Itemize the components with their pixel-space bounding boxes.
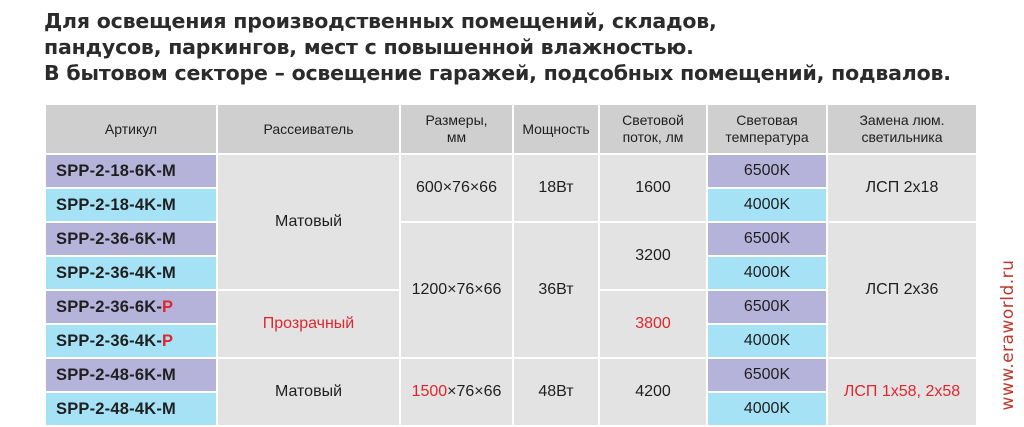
header-power: Мощность bbox=[513, 104, 599, 154]
size-cell: 600×76×66 bbox=[400, 154, 513, 222]
flux-cell: 1600 bbox=[599, 154, 707, 222]
watermark-text: www.eraworld.ru bbox=[998, 259, 1018, 411]
flux-cell: 3800 bbox=[599, 290, 707, 358]
article-cell: SPP-2-48-6K-M bbox=[45, 358, 217, 392]
spec-table bbox=[44, 103, 978, 427]
article-cell: SPP-2-18-6K-M bbox=[45, 154, 217, 188]
temperature-cell: 6500K bbox=[707, 358, 827, 392]
temperature-cell: 4000K bbox=[707, 188, 827, 222]
headline-line-2: пандусов, паркингов, мест с повышенной влажностью. bbox=[44, 35, 694, 59]
power-cell: 36Вт bbox=[513, 222, 599, 358]
article-cell: SPP-2-36-6K-M bbox=[45, 222, 217, 256]
power-cell: 18Вт bbox=[513, 154, 599, 222]
flux-cell: 4200 bbox=[599, 358, 707, 426]
article-cell: SPP-2-36-6K-P bbox=[45, 290, 217, 324]
replacement-cell: ЛСП 1x58, 2x58 bbox=[827, 358, 977, 426]
headline bbox=[44, 8, 951, 86]
temperature-cell: 4000K bbox=[707, 392, 827, 426]
article-cell: SPP-2-36-4K-P bbox=[45, 324, 217, 358]
table-row bbox=[45, 154, 977, 188]
headline-line-1: Для освещения производственных помещений, складов, bbox=[44, 9, 717, 33]
flux-cell: 3200 bbox=[599, 222, 707, 290]
power-cell: 48Вт bbox=[513, 358, 599, 426]
article-cell: SPP-2-48-4K-M bbox=[45, 392, 217, 426]
watermark bbox=[998, 250, 1018, 420]
table-header-row bbox=[45, 104, 977, 154]
header-diffuser: Рассеиватель bbox=[217, 104, 400, 154]
header-replacement: Замена люм. светильника bbox=[827, 104, 977, 154]
temperature-cell: 6500K bbox=[707, 290, 827, 324]
replacement-cell: ЛСП 2x36 bbox=[827, 222, 977, 358]
replacement-cell: ЛСП 2x18 bbox=[827, 154, 977, 222]
temperature-cell: 6500K bbox=[707, 222, 827, 256]
temperature-cell: 6500K bbox=[707, 154, 827, 188]
headline-line-3: В бытовом секторе – освещение гаражей, подсобных помещений, подвалов. bbox=[44, 61, 951, 85]
table-row bbox=[45, 358, 977, 392]
diffuser-cell: Матовый bbox=[217, 154, 400, 290]
article-cell: SPP-2-36-4K-M bbox=[45, 256, 217, 290]
size-cell: 1500×76×66 bbox=[400, 358, 513, 426]
diffuser-cell: Прозрачный bbox=[217, 290, 400, 358]
table-row bbox=[45, 222, 977, 256]
temperature-cell: 4000K bbox=[707, 324, 827, 358]
temperature-cell: 4000K bbox=[707, 256, 827, 290]
size-cell: 1200×76×66 bbox=[400, 222, 513, 358]
header-temperature: Световая температура bbox=[707, 104, 827, 154]
header-flux: Световой поток, лм bbox=[599, 104, 707, 154]
article-cell: SPP-2-18-4K-M bbox=[45, 188, 217, 222]
header-size: Размеры, мм bbox=[400, 104, 513, 154]
header-article: Артикул bbox=[45, 104, 217, 154]
diffuser-cell: Матовый bbox=[217, 358, 400, 426]
